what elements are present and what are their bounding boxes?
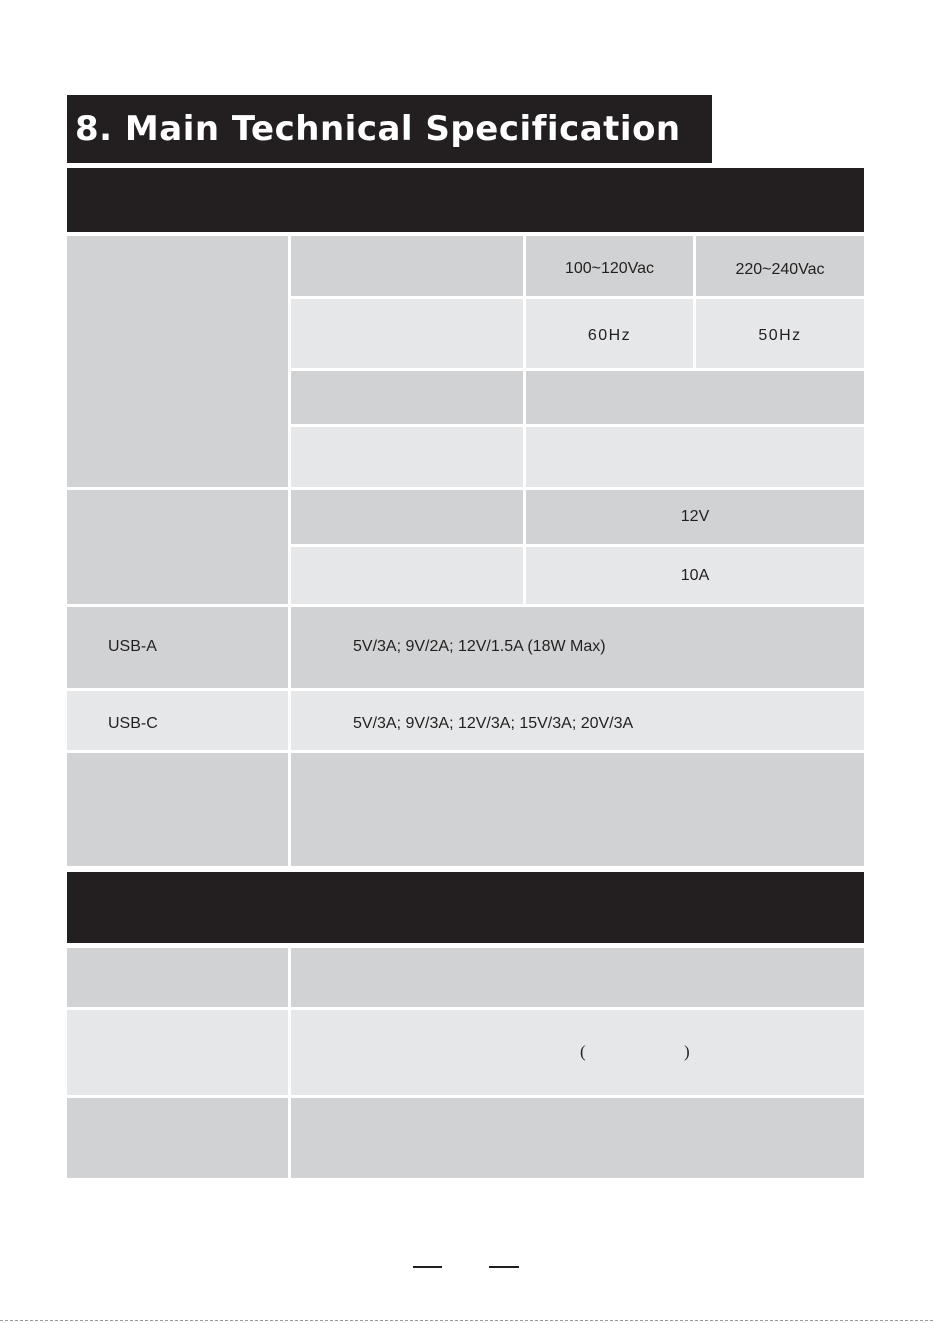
page-number-left-rule	[413, 1266, 442, 1268]
voltage-220-value: 220~240Vac	[735, 261, 825, 278]
freq-110-cell	[526, 299, 693, 368]
table2-row2-value-cell	[291, 1010, 864, 1095]
table2-header-band	[67, 872, 864, 943]
ac-row3-label-cell	[291, 371, 523, 424]
usb-a-spec-cell	[291, 607, 864, 688]
freq-220-cell	[696, 299, 864, 368]
dc-current-label-cell	[291, 547, 523, 604]
usb-a-spec: 5V/3A; 9V/2A; 12V/1.5A (18W Max)	[353, 638, 606, 655]
table2-row3-value-cell	[291, 1098, 864, 1178]
voltage-110-value: 100~120Vac	[564, 260, 655, 277]
ac-row3-value-cell	[526, 371, 864, 424]
table2-row1-value-cell	[291, 948, 864, 1007]
freq-110-value: 60Hz	[587, 327, 632, 344]
voltage-110-cell	[526, 236, 693, 296]
table1-last-value-cell	[291, 753, 864, 866]
trim-line	[0, 1320, 933, 1321]
table2-row2-label-cell	[67, 1010, 288, 1095]
table2-row3-label-cell	[67, 1098, 288, 1178]
table-header-band	[67, 168, 864, 232]
usb-c-spec-cell	[291, 691, 864, 750]
ac-input-label-cell	[67, 236, 288, 487]
dc-current-cell	[526, 547, 864, 604]
usb-c-spec: 5V/3A; 9V/3A; 12V/3A; 15V/3A; 20V/3A	[353, 715, 634, 732]
usb-c-label: USB-C	[108, 715, 158, 732]
table1-last-label-cell	[67, 753, 288, 866]
voltage-220-cell	[696, 236, 864, 296]
dc-voltage-cell	[526, 490, 864, 544]
table2-row1-label-cell	[67, 948, 288, 1007]
usb-a-label-cell	[67, 607, 288, 688]
usb-a-label: USB-A	[108, 638, 157, 655]
dc-output-label-cell	[67, 490, 288, 604]
dc-voltage-value: 12V	[680, 508, 710, 525]
dc-current-value: 10A	[680, 567, 710, 584]
paren-open: (	[580, 1042, 586, 1061]
section-title: 8. Main Technical Specification	[67, 95, 712, 163]
usb-c-label-cell	[67, 691, 288, 750]
dc-voltage-label-cell	[291, 490, 523, 544]
freq-220-value: 50Hz	[758, 327, 802, 344]
ac-row4-label-cell	[291, 427, 523, 487]
ac-row4-value-cell	[526, 427, 864, 487]
page-number-right-rule	[489, 1266, 519, 1268]
paren-close: )	[684, 1042, 690, 1061]
rated-frequency-label-cell	[291, 299, 523, 368]
rated-voltage-label-cell	[291, 236, 523, 296]
